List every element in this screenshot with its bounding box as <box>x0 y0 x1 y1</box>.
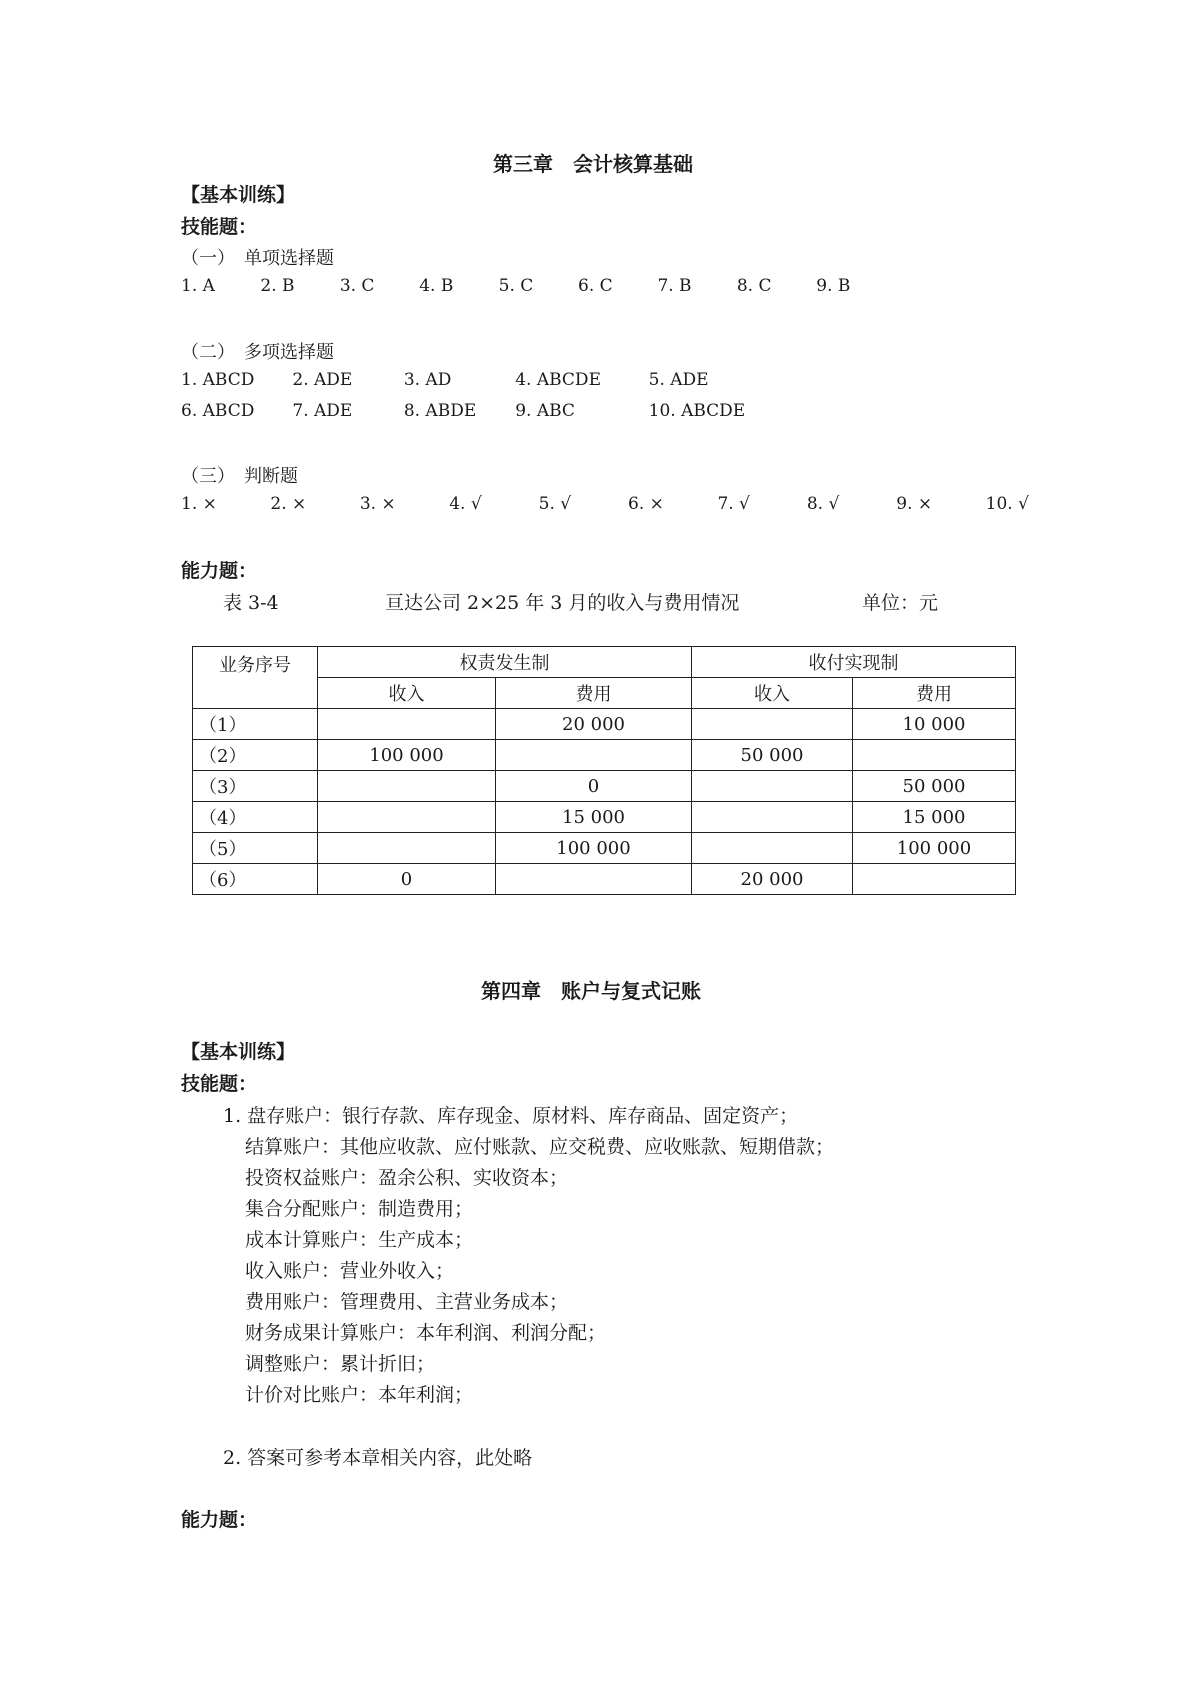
answer-item: 8. ABDE <box>403 401 477 421</box>
account-classification-line: 1. 盘存账户：银行存款、库存现金、原材料、库存商品、固定资产； <box>223 1105 799 1127</box>
answer-item: 2. × <box>270 494 307 514</box>
cell-seq: （1） <box>193 709 318 740</box>
cell-accrual-income: 0 <box>318 864 496 895</box>
table-row <box>193 833 1016 864</box>
cell-cash-income <box>692 802 853 833</box>
answer-item: 10. ABCDE <box>648 401 746 421</box>
account-classification-line: 结算账户：其他应收款、应付账款、应交税费、应收账款、短期借款； <box>245 1136 835 1158</box>
header-seq: 业务序号 <box>193 647 318 709</box>
answer-item: 10. √ <box>985 494 1029 514</box>
chapter4-title: 第四章 账户与复式记账 <box>481 979 701 1003</box>
answer-item: 4. B <box>419 276 454 296</box>
multiple-choice-answers-row2 <box>181 401 755 421</box>
cell-accrual-income <box>318 802 496 833</box>
answer-item: 4. ABCDE <box>515 370 601 390</box>
cell-seq: （4） <box>193 802 318 833</box>
table-row <box>193 740 1016 771</box>
answer-item: 7. ADE <box>292 401 353 421</box>
cell-accrual-income <box>318 709 496 740</box>
answer-item: 8. √ <box>806 494 840 514</box>
ch3-ability-heading: 能力题： <box>181 560 258 582</box>
income-expense-table <box>192 646 1016 895</box>
account-classification-line: 财务成果计算账户：本年利润、利润分配； <box>245 1322 607 1344</box>
account-classification-line: 计价对比账户：本年利润； <box>245 1384 474 1406</box>
cell-accrual-expense <box>496 864 692 895</box>
ch4-ability-heading: 能力题： <box>181 1509 258 1531</box>
table-header-row <box>193 647 1016 678</box>
header-cash-basis: 收付实现制 <box>692 647 1016 678</box>
answer-item: 6. C <box>578 276 613 296</box>
ch4-skill-heading: 技能题： <box>181 1073 258 1095</box>
answer-item: 6. × <box>628 494 664 514</box>
table-unit: 单位：元 <box>862 592 939 614</box>
answer-item: 5. √ <box>538 494 572 514</box>
account-classification-line: 集合分配账户：制造费用； <box>245 1198 474 1220</box>
answer-item: 5. C <box>498 276 534 296</box>
header-accrual-expense: 费用 <box>496 678 692 709</box>
cell-cash-income: 20 000 <box>692 864 853 895</box>
answer-item: 6. ABCD <box>181 401 255 421</box>
multiple-choice-heading: （二） 多项选择题 <box>181 342 334 363</box>
cell-accrual-income: 100 000 <box>318 740 496 771</box>
header-cash-income: 收入 <box>692 678 853 709</box>
table-row <box>193 864 1016 895</box>
account-classification-line: 收入账户：营业外收入； <box>245 1260 455 1282</box>
answer-item: 2. B <box>260 276 295 296</box>
cell-cash-income <box>692 833 853 864</box>
cell-seq: （2） <box>193 740 318 771</box>
single-choice-answers <box>181 276 890 296</box>
cell-cash-expense: 10 000 <box>853 709 1016 740</box>
answer-item: 9. ABC <box>515 401 575 421</box>
answer-item: 4. √ <box>449 494 482 514</box>
table-row <box>193 802 1016 833</box>
answer-item: 9. B <box>816 276 851 296</box>
cell-cash-income <box>692 709 853 740</box>
header-accrual-basis: 权责发生制 <box>318 647 692 678</box>
answer-item: 9. × <box>896 494 933 514</box>
answer-item: 3. × <box>359 494 396 514</box>
cell-seq: （3） <box>193 771 318 802</box>
single-choice-heading: （一） 单项选择题 <box>181 248 334 269</box>
true-false-heading: （三） 判断题 <box>181 466 298 487</box>
answer-item: 7. √ <box>717 494 750 514</box>
multiple-choice-answers-row1 <box>181 370 755 390</box>
cell-cash-income: 50 000 <box>692 740 853 771</box>
cell-accrual-expense: 20 000 <box>496 709 692 740</box>
account-classification-line: 投资权益账户：盈余公积、实收资本； <box>245 1167 569 1189</box>
answer-item: 3. AD <box>403 370 452 390</box>
account-classification-line: 成本计算账户：生产成本； <box>245 1229 474 1251</box>
account-classification-line: 调整账户：累计折旧； <box>245 1353 436 1375</box>
cell-seq: （5） <box>193 833 318 864</box>
chapter3-title: 第三章 会计核算基础 <box>493 152 693 176</box>
answer-item: 7. B <box>657 276 692 296</box>
ch3-skill-heading: 技能题： <box>181 216 258 238</box>
table-row <box>193 771 1016 802</box>
true-false-answers <box>181 494 1046 514</box>
ch4-basic-training-heading: 【基本训练】 <box>181 1041 296 1063</box>
cell-accrual-income <box>318 833 496 864</box>
cell-accrual-expense: 100 000 <box>496 833 692 864</box>
cell-cash-expense <box>853 864 1016 895</box>
cell-cash-income <box>692 771 853 802</box>
cell-accrual-expense: 0 <box>496 771 692 802</box>
cell-accrual-expense <box>496 740 692 771</box>
answer-item: 3. C <box>339 276 375 296</box>
answer-item: 1. A <box>181 276 215 296</box>
cell-cash-expense: 15 000 <box>853 802 1016 833</box>
answer-item: 8. C <box>736 276 772 296</box>
cell-cash-expense: 100 000 <box>853 833 1016 864</box>
account-classification-line: 费用账户：管理费用、主营业务成本； <box>245 1291 569 1313</box>
cell-cash-expense: 50 000 <box>853 771 1016 802</box>
table-row <box>193 709 1016 740</box>
table-number: 表 3-4 <box>223 592 279 614</box>
table-title: 亘达公司 2×25 年 3 月的收入与费用情况 <box>385 592 740 614</box>
header-cash-expense: 费用 <box>853 678 1016 709</box>
ch3-basic-training-heading: 【基本训练】 <box>181 184 296 206</box>
answer-item: 1. ABCD <box>181 370 255 390</box>
answer-item: 1. × <box>181 494 217 514</box>
item2-answer: 2. 答案可参考本章相关内容，此处略 <box>223 1447 533 1469</box>
answer-item: 5. ADE <box>648 370 709 390</box>
answer-item: 2. ADE <box>292 370 353 390</box>
cell-accrual-income <box>318 771 496 802</box>
cell-seq: （6） <box>193 864 318 895</box>
header-accrual-income: 收入 <box>318 678 496 709</box>
cell-accrual-expense: 15 000 <box>496 802 692 833</box>
cell-cash-expense <box>853 740 1016 771</box>
